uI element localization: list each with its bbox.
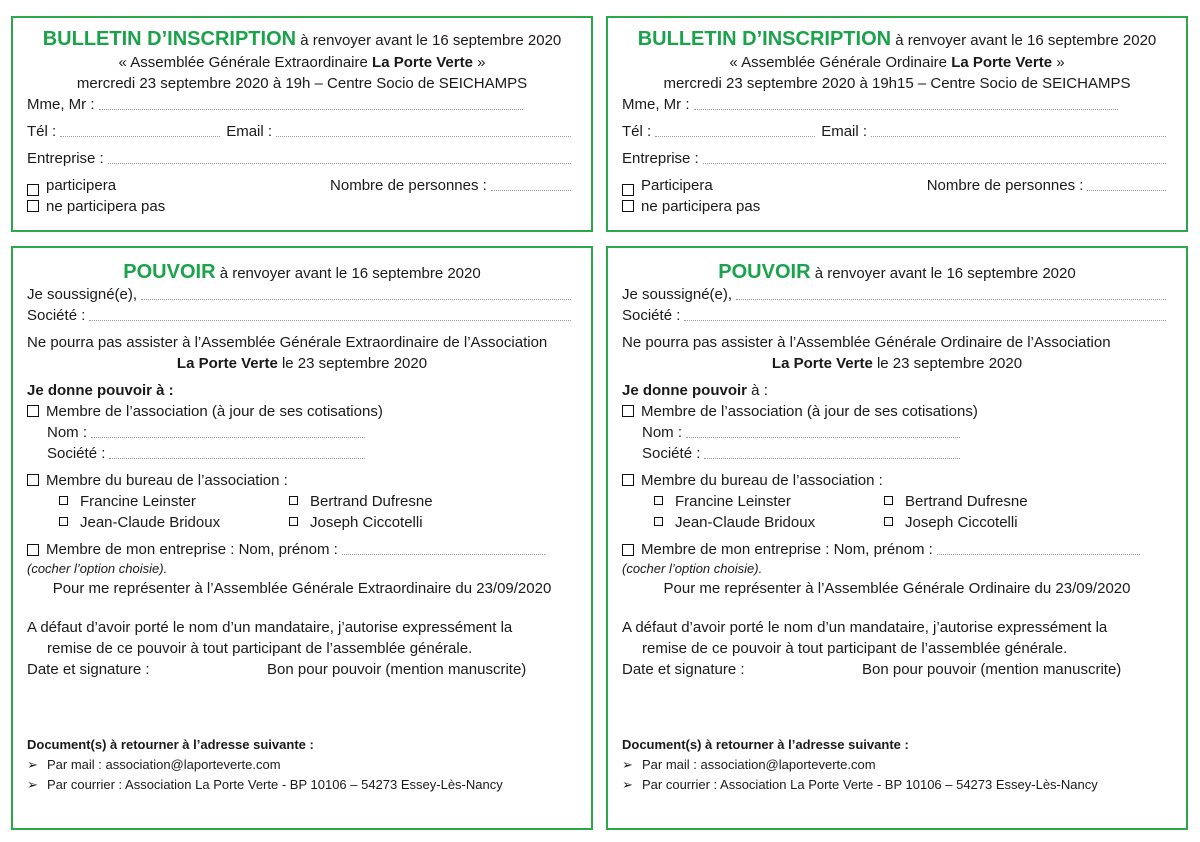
member-company-label: Membre de mon entreprise : Nom, prénom : bbox=[641, 541, 933, 558]
bureau-member-checkbox[interactable] bbox=[654, 496, 663, 505]
undersigned-dotted-line[interactable] bbox=[736, 298, 1166, 300]
persons-dotted-line[interactable] bbox=[1087, 189, 1166, 191]
pouvoir-card-extraordinaire bbox=[11, 246, 593, 830]
assoc-name: La Porte Verte bbox=[176, 355, 278, 372]
bureau-member-name: Joseph Ciccotelli bbox=[310, 514, 423, 531]
society-dotted-line[interactable] bbox=[684, 319, 1166, 321]
bon-pour-label: Bon pour pouvoir (mention manuscrite) bbox=[267, 661, 527, 678]
undersigned-label: Je soussigné(e), bbox=[622, 286, 733, 303]
bureau-member-checkbox[interactable] bbox=[289, 496, 298, 505]
cannot-attend-text: Ne pourra pas assister à l’Assemblée Générale Ordinaire de l’Association bbox=[622, 334, 1111, 351]
societe-label: Société : bbox=[47, 445, 106, 462]
company-label: Entreprise : bbox=[622, 150, 699, 167]
inscription-card-extraordinaire bbox=[11, 16, 593, 232]
member-assoc-label: Membre de l’association (à jour de ses cotisations) bbox=[641, 403, 978, 420]
member-bureau-checkbox[interactable] bbox=[622, 474, 634, 486]
name-field[interactable] bbox=[622, 94, 1172, 115]
bureau-member-name: Bertrand Dufresne bbox=[905, 493, 1028, 510]
assembly-suffix: » bbox=[472, 54, 486, 71]
represent-text: Pour me représenter à l’Assemblée Générale Ordinaire du 23/09/2020 bbox=[663, 580, 1131, 597]
arrow-bullet-icon: ➢ bbox=[27, 777, 38, 792]
bureau-member-name: Joseph Ciccotelli bbox=[905, 514, 1018, 531]
pouvoir-title: POUVOIR bbox=[718, 261, 811, 283]
undersigned-label: Je soussigné(e), bbox=[27, 286, 138, 303]
company-dotted-line[interactable] bbox=[108, 162, 571, 164]
persons-dotted-line[interactable] bbox=[491, 189, 571, 191]
bureau-member-name: Francine Leinster bbox=[80, 493, 196, 510]
bureau-member-name: Jean-Claude Bridoux bbox=[675, 514, 816, 531]
return-title: Document(s) à retourner à l’adresse suivante : bbox=[27, 737, 314, 752]
societe-label: Société : bbox=[642, 445, 701, 462]
cannot-attend-text: Ne pourra pas assister à l’Assemblée Générale Extraordinaire de l’Association bbox=[27, 334, 548, 351]
assembly-prefix: « Assemblée Générale Ordinaire bbox=[729, 54, 952, 71]
default-line-1: A défaut d’avoir porté le nom d’un mandataire, j’autorise expressément la bbox=[622, 619, 1108, 636]
member-assoc-checkbox[interactable] bbox=[27, 405, 39, 417]
pouvoir-deadline: à renvoyer avant le 16 septembre 2020 bbox=[219, 265, 481, 282]
arrow-bullet-icon: ➢ bbox=[27, 757, 38, 772]
pouvoir-title: POUVOIR bbox=[123, 261, 216, 283]
pouvoir-deadline: à renvoyer avant le 16 septembre 2020 bbox=[814, 265, 1076, 282]
member-company-checkbox[interactable] bbox=[622, 544, 634, 556]
assembly-name: La Porte Verte bbox=[372, 54, 473, 71]
date-place: mercredi 23 septembre 2020 à 19h – Centre Socio de SEICHAMPS bbox=[76, 75, 528, 92]
not-attend-checkbox[interactable] bbox=[27, 200, 39, 212]
inscription-deadline: à renvoyer avant le 16 septembre 2020 bbox=[895, 32, 1157, 49]
persons-label: Nombre de personnes : bbox=[330, 177, 487, 194]
nom-dotted-line[interactable] bbox=[91, 436, 365, 438]
bureau-member-checkbox[interactable] bbox=[884, 517, 893, 526]
post-line: Par courrier : Association La Porte Verte - BP 10106 – 54273 Essey-Lès-Nancy bbox=[47, 777, 503, 792]
member-company-dotted-line[interactable] bbox=[342, 553, 545, 555]
post-line: Par courrier : Association La Porte Verte - BP 10106 – 54273 Essey-Lès-Nancy bbox=[642, 777, 1098, 792]
name-label: Mme, Mr : bbox=[622, 96, 690, 113]
assembly-prefix: « Assemblée Générale Extraordinaire bbox=[118, 54, 373, 71]
assembly-suffix: » bbox=[1052, 54, 1065, 71]
date-signature-label: Date et signature : bbox=[27, 661, 150, 678]
societe-dotted-line[interactable] bbox=[109, 457, 365, 459]
represent-text: Pour me représenter à l’Assemblée Générale Extraordinaire du 23/09/2020 bbox=[52, 580, 552, 597]
nom-label: Nom : bbox=[642, 424, 683, 441]
assembly-name: La Porte Verte bbox=[951, 54, 1053, 71]
bureau-member-checkbox[interactable] bbox=[884, 496, 893, 505]
bureau-member-checkbox[interactable] bbox=[59, 496, 68, 505]
inscription-title: BULLETIN D’INSCRIPTION bbox=[42, 28, 297, 50]
attend-checkbox[interactable] bbox=[27, 184, 39, 196]
mail-line: Par mail : association@laporteverte.com bbox=[47, 757, 281, 772]
member-assoc-checkbox[interactable] bbox=[622, 405, 634, 417]
society-label: Société : bbox=[27, 307, 86, 324]
inscription-card-ordinaire bbox=[606, 16, 1188, 232]
inscription-title: BULLETIN D’INSCRIPTION bbox=[637, 28, 892, 50]
pouvoir-card-ordinaire bbox=[606, 246, 1188, 830]
tel-label: Tél : bbox=[622, 123, 652, 140]
email-dotted-line[interactable] bbox=[871, 135, 1166, 137]
date-place: mercredi 23 septembre 2020 à 19h15 – Centre Socio de SEICHAMPS bbox=[663, 75, 1131, 92]
bureau-member-name: Bertrand Dufresne bbox=[310, 493, 433, 510]
inscription-deadline: à renvoyer avant le 16 septembre 2020 bbox=[300, 32, 562, 49]
member-bureau-checkbox[interactable] bbox=[27, 474, 39, 486]
name-field[interactable] bbox=[27, 94, 577, 115]
nom-dotted-line[interactable] bbox=[686, 436, 960, 438]
email-label: Email : bbox=[821, 123, 868, 140]
persons-label: Nombre de personnes : bbox=[926, 177, 1084, 194]
default-line-1: A défaut d’avoir porté le nom d’un mandataire, j’autorise expressément la bbox=[27, 619, 513, 636]
assoc-date: le 23 septembre 2020 bbox=[277, 355, 428, 372]
give-power-suffix: à : bbox=[747, 382, 768, 399]
bureau-member-checkbox[interactable] bbox=[59, 517, 68, 526]
member-company-label: Membre de mon entreprise : Nom, prénom : bbox=[46, 541, 338, 558]
not-attend-label: ne participera pas bbox=[46, 198, 166, 215]
member-assoc-label: Membre de l’association (à jour de ses cotisations) bbox=[46, 403, 383, 420]
check-option-note: (cocher l’option choisie). bbox=[622, 561, 763, 576]
society-dotted-line[interactable] bbox=[89, 319, 571, 321]
tel-dotted-line[interactable] bbox=[655, 135, 815, 137]
nom-label: Nom : bbox=[47, 424, 88, 441]
undersigned-dotted-line[interactable] bbox=[141, 298, 571, 300]
assoc-date: le 23 septembre 2020 bbox=[872, 355, 1023, 372]
name-label: Mme, Mr : bbox=[27, 96, 95, 113]
assoc-name: La Porte Verte bbox=[771, 355, 873, 372]
default-line-2: remise de ce pouvoir à tout participant de l’assemblée générale. bbox=[47, 640, 473, 657]
mail-line: Par mail : association@laporteverte.com bbox=[642, 757, 876, 772]
company-label: Entreprise : bbox=[27, 150, 104, 167]
bureau-member-checkbox[interactable] bbox=[654, 517, 663, 526]
arrow-bullet-icon: ➢ bbox=[622, 757, 633, 772]
societe-dotted-line[interactable] bbox=[704, 457, 960, 459]
tel-dotted-line[interactable] bbox=[60, 135, 220, 137]
email-dotted-line[interactable] bbox=[276, 135, 571, 137]
member-bureau-label: Membre du bureau de l’association : bbox=[641, 472, 883, 489]
arrow-bullet-icon: ➢ bbox=[622, 777, 633, 792]
bureau-member-name: Francine Leinster bbox=[675, 493, 791, 510]
member-bureau-label: Membre du bureau de l’association : bbox=[46, 472, 288, 489]
name-dotted-line[interactable] bbox=[694, 108, 1118, 110]
attend-label: participera bbox=[46, 177, 117, 194]
not-attend-checkbox[interactable] bbox=[622, 200, 634, 212]
check-option-note: (cocher l’option choisie). bbox=[27, 561, 168, 576]
member-company-checkbox[interactable] bbox=[27, 544, 39, 556]
attend-label: Participera bbox=[641, 177, 713, 194]
company-dotted-line[interactable] bbox=[703, 162, 1166, 164]
attend-checkbox[interactable] bbox=[622, 184, 634, 196]
society-label: Société : bbox=[622, 307, 681, 324]
give-power-heading: Je donne pouvoir à : bbox=[27, 382, 174, 399]
name-dotted-line[interactable] bbox=[99, 108, 523, 110]
bureau-member-checkbox[interactable] bbox=[289, 517, 298, 526]
default-line-2: remise de ce pouvoir à tout participant de l’assemblée générale. bbox=[642, 640, 1068, 657]
date-signature-label: Date et signature : bbox=[622, 661, 745, 678]
return-title: Document(s) à retourner à l’adresse suivante : bbox=[622, 737, 909, 752]
not-attend-label: ne participera pas bbox=[641, 198, 761, 215]
tel-label: Tél : bbox=[27, 123, 57, 140]
bureau-member-name: Jean-Claude Bridoux bbox=[80, 514, 221, 531]
email-label: Email : bbox=[226, 123, 273, 140]
member-company-dotted-line[interactable] bbox=[937, 553, 1140, 555]
give-power-heading: Je donne pouvoir bbox=[622, 382, 748, 399]
bon-pour-label: Bon pour pouvoir (mention manuscrite) bbox=[862, 661, 1122, 678]
